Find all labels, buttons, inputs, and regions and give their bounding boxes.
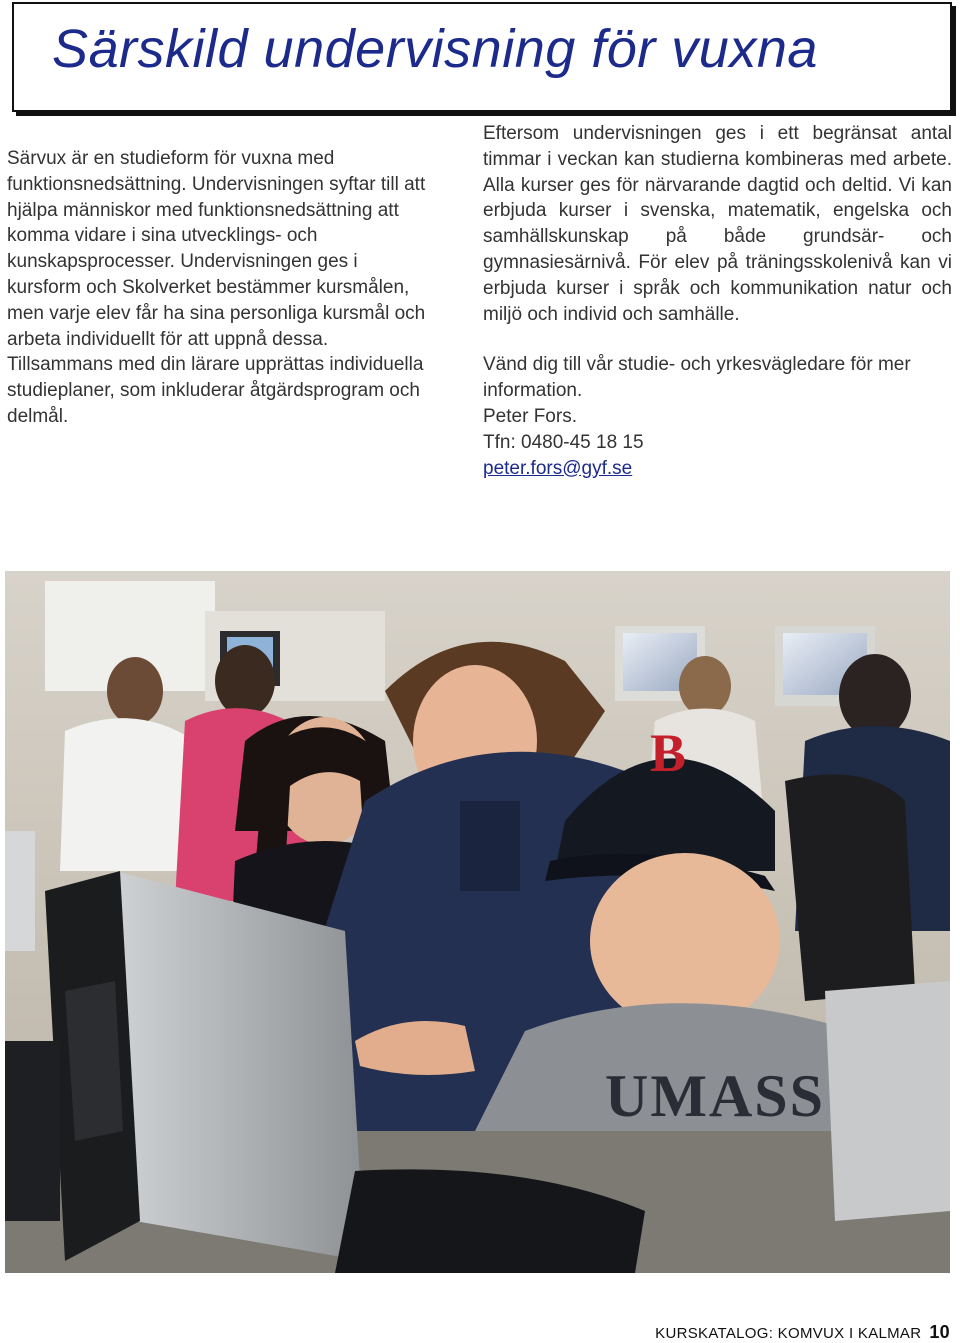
contact-phone: Tfn: 0480-45 18 15 [483, 431, 644, 453]
contact-name: Peter Fors. [483, 405, 577, 427]
page-number: 10 [929, 1322, 950, 1342]
cap-logo: B [650, 723, 687, 783]
contact-email-link[interactable]: peter.fors@gyf.se [483, 457, 633, 479]
page-footer [655, 1322, 950, 1343]
page-title: Särskild undervisning för vuxna [52, 19, 818, 79]
contact-intro: Vänd dig till vår studie- och yrkesvägledare för mer information. [483, 354, 911, 402]
right-paragraph: Eftersom undervisningen ges i ett begränsat antal timmar i veckan kan studierna kombineras med arbete. Alla kurser ges för närvarande dagtid och deltid. Vi kan erbjuda kurser i svenska, matematik, engelska och samhällskunskap på både grundsär- och gymnasiesärnivå. För elev på träningsskolenivå kan vi erbjuda kurser i språk och kommunikation natur och miljö och individ och samhälle. [483, 123, 952, 325]
right-column [483, 121, 952, 481]
left-paragraph: Särvux är en studieform för vuxna med funktionsnedsättning. Undervisningen syftar till att hjälpa människor med funktionsnedsättning att komma vidare i sina utvecklings- och kunskapsprocesser. Undervisningen ges i kursform och Skolverket bestämmer kursmålen, men varje elev får ha sina personliga kursmål och arbeta individuellt för att uppnå dessa. Tillsammans med din lärare upprättas individuella studieplaner, som inkluderar åtgärdsprogram och delmål. [7, 148, 426, 427]
footer-label: KURSKATALOG: KOMVUX I KALMAR [655, 1325, 922, 1342]
left-column [7, 146, 427, 430]
shirt-text: UMASS [605, 1063, 826, 1129]
title-box [12, 2, 952, 112]
classroom-photo [5, 571, 950, 1273]
